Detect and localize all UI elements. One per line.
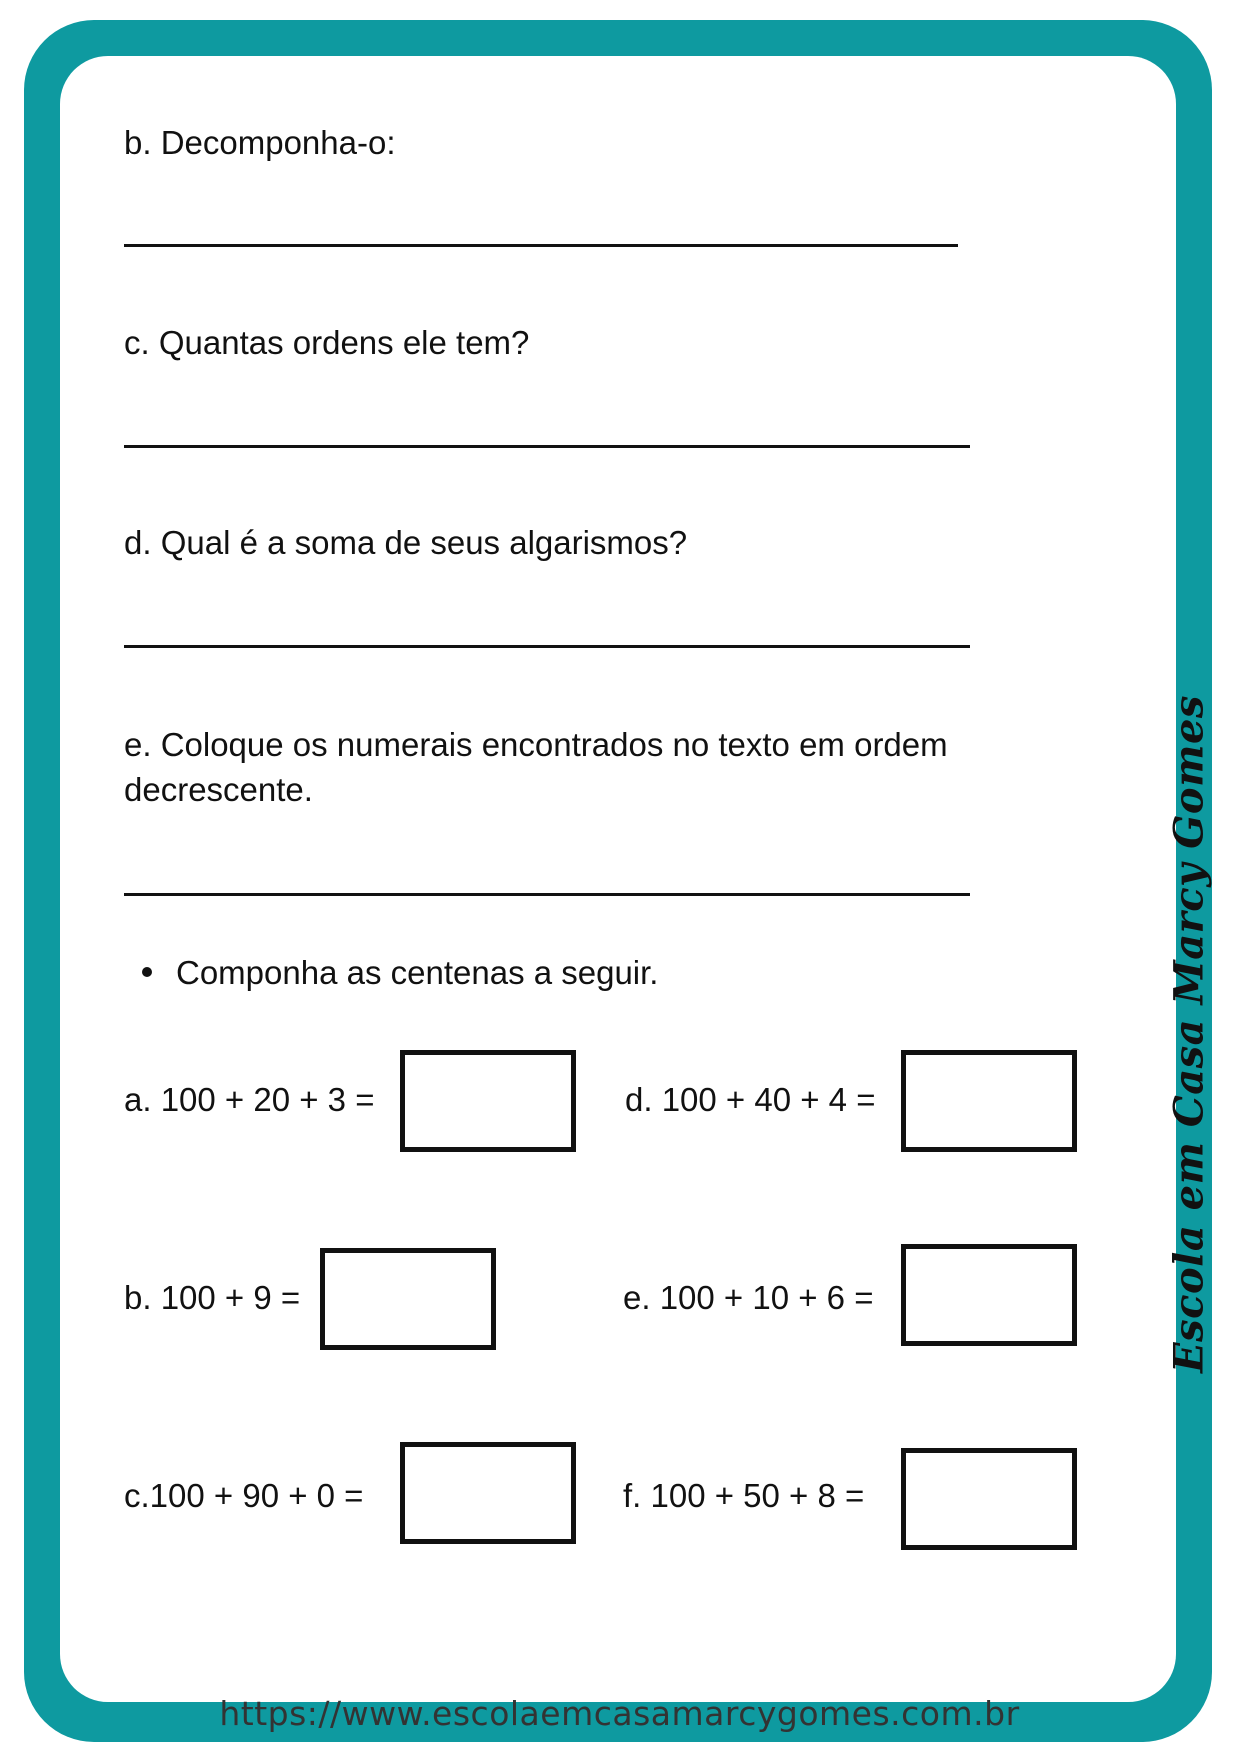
exercise-d-expression: d. 100 + 40 + 4 = [625, 1081, 876, 1118]
answer-line-c[interactable] [124, 445, 970, 448]
exercise-e-answer-box[interactable] [901, 1244, 1077, 1346]
question-e-line-2: decrescente. [124, 771, 313, 808]
instruction-bullet [142, 950, 658, 995]
bullet-icon [142, 967, 152, 977]
question-e-line-1: e. Coloque os numerais encontrados no texto em ordem [124, 726, 948, 763]
exercise-f-answer-box[interactable] [901, 1448, 1077, 1550]
question-c: c. Quantas ordens ele tem? [124, 324, 530, 361]
exercise-c-expression: c.100 + 90 + 0 = [124, 1477, 364, 1514]
exercise-d-answer-box[interactable] [901, 1050, 1077, 1152]
school-watermark: Escola em Casa Marcy Gomes [1165, 695, 1213, 1373]
question-d: d. Qual é a soma de seus algarismos? [124, 524, 688, 561]
instruction-text: Componha as centenas a seguir. [176, 954, 659, 991]
exercise-a-answer-box[interactable] [400, 1050, 576, 1152]
question-e [124, 722, 948, 812]
exercise-a-expression: a. 100 + 20 + 3 = [124, 1081, 375, 1118]
question-b: b. Decomponha-o: [124, 124, 396, 161]
exercise-b-expression: b. 100 + 9 = [124, 1279, 301, 1316]
exercise-c-answer-box[interactable] [400, 1442, 576, 1544]
exercise-f-expression: f. 100 + 50 + 8 = [623, 1477, 865, 1514]
exercise-b-answer-box[interactable] [320, 1248, 496, 1350]
footer-url-link[interactable]: https://www.escolaemcasamarcygomes.com.br [219, 1694, 1020, 1733]
answer-line-b[interactable] [124, 244, 958, 247]
answer-line-e[interactable] [124, 893, 970, 896]
answer-line-d[interactable] [124, 645, 970, 648]
exercise-e-expression: e. 100 + 10 + 6 = [623, 1279, 874, 1316]
